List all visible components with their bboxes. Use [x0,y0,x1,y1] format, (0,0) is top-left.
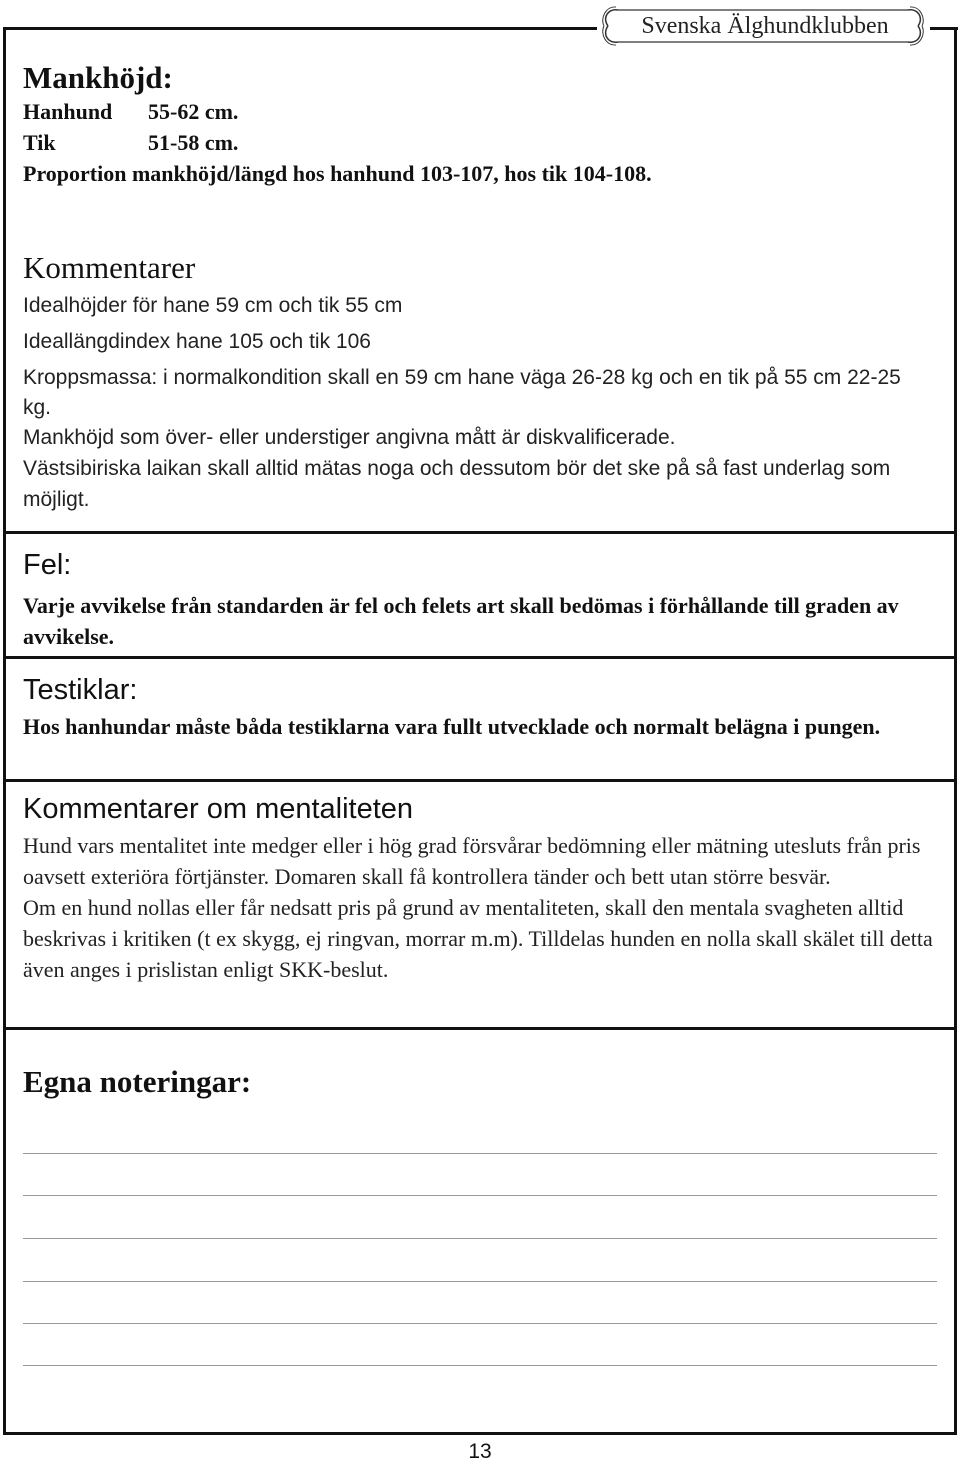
height-value: 51-58 cm. [148,130,239,155]
note-line [23,1153,937,1154]
kommentarer-line: Västsibiriska laikan skall alltid mätas noga och dessutom bör det ske på så fast underlag som möjligt. [23,457,891,511]
height-row-tik [23,127,933,158]
kommentarer-line: Idealhöjder för hane 59 cm och tik 55 cm [23,294,403,317]
frame-top-border [3,27,597,30]
kommentarer-line: Ideallängdindex hane 105 och tik 106 [23,330,371,353]
header-title: Svenska Älghundklubben [641,13,889,39]
testiklar-section [23,671,933,742]
fel-text: Varje avvikelse från standarden är fel och felets art skall bedömas i förhållande till graden av avvikelse. [23,593,899,649]
note-line [23,1195,937,1196]
page-number: 13 [468,1440,492,1463]
mentalitet-heading: Kommentarer om mentaliteten [23,793,414,825]
kommentarer-heading: Kommentarer [23,250,196,285]
fel-heading: Fel: [23,549,72,581]
header-emblem [598,4,928,48]
section-divider [3,531,957,534]
frame-left-border [3,27,6,1435]
mankhojd-section [23,60,933,189]
proportion-text: Proportion mankhöjd/längd hos hanhund 103-107, hos tik 104-108. [23,161,652,186]
mentalitet-paragraph: Hund vars mentalitet inte medger eller i hög grad försvårar bedömning eller mätning utesluts från pris oavsett exteriöra förtjänster. Domaren skall få kontrollera tänder och bett utan större besvär. [23,833,921,889]
mentalitet-section [23,790,933,985]
height-label: Hanhund [23,99,113,124]
height-row-hanhund [23,96,933,127]
height-label: Tik [23,130,56,155]
fel-section [23,546,933,652]
note-line [23,1238,937,1239]
note-line [23,1281,937,1282]
noteringar-heading: Egna noteringar: [23,1064,252,1099]
section-divider [3,779,957,782]
note-line [23,1365,937,1366]
height-value: 55-62 cm. [148,99,239,124]
note-line [23,1323,937,1324]
testiklar-text: Hos hanhundar måste båda testiklarna vara fullt utvecklade och normalt belägna i pungen. [23,714,881,739]
section-divider [3,1027,957,1030]
section-divider [3,656,957,659]
testiklar-heading: Testiklar: [23,674,138,706]
kommentarer-section [23,248,933,515]
frame-right-border [954,27,957,1435]
noteringar-section [23,1064,933,1100]
kommentarer-line: Kroppsmassa: i normalkondition skall en 59 cm hane väga 26-28 kg och en tik på 55 cm 22-25 kg. [23,366,901,419]
frame-bottom-border [3,1432,957,1435]
kommentarer-line: Mankhöjd som över- eller understiger angivna mått är diskvalificerade. [23,426,676,449]
mentalitet-paragraph: Om en hund nollas eller får nedsatt pris på grund av mentaliteten, skall den mentala svagheten alltid beskrivas i kritiken (t ex skygg, ej ringvan, morrar m.m). Tilldelas hunden en nolla skall skälet till detta även anges i prislistan enligt SKK-beslut. [23,895,933,982]
mankhojd-heading: Mankhöjd: [23,60,173,95]
